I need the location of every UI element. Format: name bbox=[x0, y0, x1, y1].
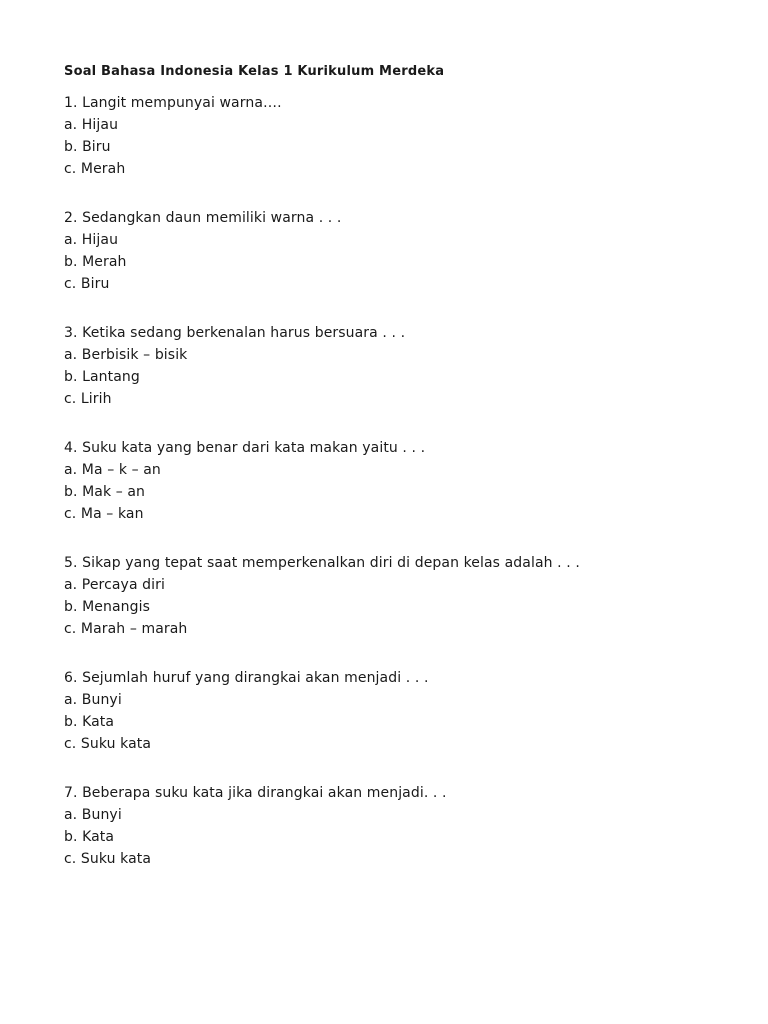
question-6 bbox=[64, 667, 724, 755]
option-c: c. Merah bbox=[64, 161, 126, 177]
question-text: 2. Sedangkan daun memiliki warna . . . bbox=[64, 210, 342, 226]
question-text: 4. Suku kata yang benar dari kata makan yaitu . . . bbox=[64, 440, 426, 456]
option-b: b. Mak – an bbox=[64, 484, 146, 500]
option-b: b. Biru bbox=[64, 139, 111, 155]
option-c: c. Marah – marah bbox=[64, 621, 188, 637]
option-a: a. Bunyi bbox=[64, 807, 122, 823]
option-a: a. Berbisik – bisik bbox=[64, 347, 188, 363]
option-a: a. Bunyi bbox=[64, 692, 122, 708]
option-b: b. Kata bbox=[64, 829, 115, 845]
question-text: 1. Langit mempunyai warna…. bbox=[64, 95, 282, 111]
question-5 bbox=[64, 552, 724, 640]
option-a: a. Hijau bbox=[64, 232, 119, 248]
option-b: b. Kata bbox=[64, 714, 115, 730]
question-text: 3. Ketika sedang berkenalan harus bersuara . . . bbox=[64, 325, 406, 341]
question-4 bbox=[64, 437, 724, 525]
document-title: Soal Bahasa Indonesia Kelas 1 Kurikulum Merdeka bbox=[64, 64, 445, 79]
option-b: b. Merah bbox=[64, 254, 127, 270]
question-7 bbox=[64, 782, 724, 870]
option-c: c. Suku kata bbox=[64, 851, 152, 867]
question-3 bbox=[64, 322, 724, 410]
question-2 bbox=[64, 207, 724, 295]
question-text: 6. Sejumlah huruf yang dirangkai akan menjadi . . . bbox=[64, 670, 429, 686]
option-a: a. Percaya diri bbox=[64, 577, 165, 593]
option-c: c. Suku kata bbox=[64, 736, 152, 752]
question-text: 5. Sikap yang tepat saat memperkenalkan diri di depan kelas adalah . . . bbox=[64, 555, 580, 571]
question-1 bbox=[64, 92, 724, 180]
option-c: c. Biru bbox=[64, 276, 110, 292]
option-b: b. Menangis bbox=[64, 599, 150, 615]
question-text: 7. Beberapa suku kata jika dirangkai akan menjadi. . . bbox=[64, 785, 447, 801]
option-a: a. Hijau bbox=[64, 117, 119, 133]
option-b: b. Lantang bbox=[64, 369, 140, 385]
option-a: a. Ma – k – an bbox=[64, 462, 161, 478]
option-c: c. Lirih bbox=[64, 391, 112, 407]
option-c: c. Ma – kan bbox=[64, 506, 144, 522]
document-page bbox=[64, 61, 724, 897]
